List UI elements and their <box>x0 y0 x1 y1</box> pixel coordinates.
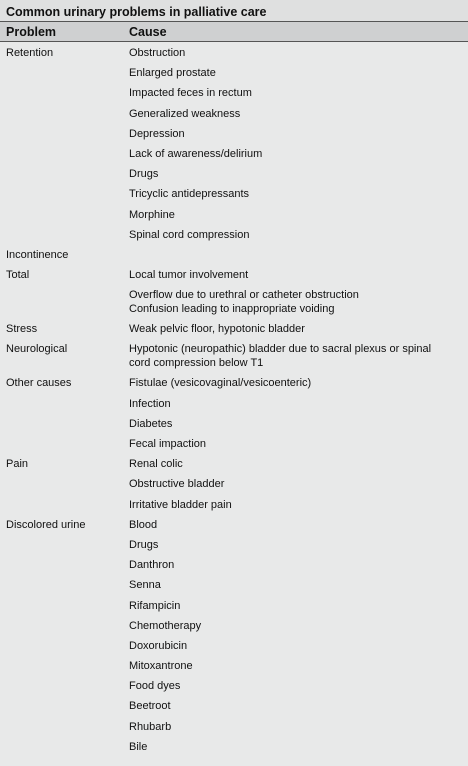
cause-line: Overflow due to urethral or catheter obstruction <box>129 289 359 302</box>
cause-cell <box>129 457 468 477</box>
header-cause: Cause <box>129 25 167 39</box>
cause-cell <box>129 498 468 518</box>
table-row <box>0 619 468 639</box>
cause-line: Generalized weakness <box>129 107 241 120</box>
problem-cell <box>6 639 129 659</box>
cause-line: Enlarged prostate <box>129 67 216 80</box>
cause-line: Lack of awareness/delirium <box>129 147 263 160</box>
table-row <box>0 107 468 127</box>
cause-line: Drugs <box>129 168 159 181</box>
table-row <box>0 187 468 207</box>
cause-cell <box>129 147 468 167</box>
cause-line: Chemotherapy <box>129 619 202 632</box>
cause-line: Morphine <box>129 208 175 221</box>
cause-line: Impacted feces in rectum <box>129 87 252 100</box>
table-row <box>0 578 468 598</box>
table-row <box>0 268 468 288</box>
problem-cell <box>6 720 129 740</box>
problem-cell <box>6 187 129 207</box>
problem-cell <box>6 127 129 147</box>
table-row <box>0 288 468 322</box>
cause-line: Obstructive bladder <box>129 478 225 491</box>
problem-cell <box>6 66 129 86</box>
cause-line: Blood <box>129 518 158 531</box>
cause-line: Rhubarb <box>129 720 172 733</box>
cause-line: Local tumor involvement <box>129 269 249 282</box>
header-problem: Problem <box>6 25 57 39</box>
table-row <box>0 437 468 457</box>
problem-cell <box>6 599 129 619</box>
table-row <box>0 659 468 679</box>
cause-cell <box>129 342 468 370</box>
cause-cell <box>129 740 468 760</box>
cause-cell <box>129 127 468 147</box>
cause-line: Infection <box>129 397 171 410</box>
problem-cell <box>6 679 129 699</box>
table-row <box>0 498 468 518</box>
problem-cell <box>6 86 129 106</box>
cause-line: Doxorubicin <box>129 639 188 652</box>
cause-cell <box>129 720 468 740</box>
problem-cell <box>6 107 129 127</box>
cause-cell <box>129 437 468 457</box>
cause-line: Senna <box>129 579 161 592</box>
cause-cell <box>129 477 468 497</box>
cause-line: Fistulae (vesicovaginal/vesicoenteric) <box>129 377 312 390</box>
table-row <box>0 397 468 417</box>
cause-cell <box>129 167 468 187</box>
cause-cell <box>129 268 468 288</box>
table-row <box>0 248 468 268</box>
problem-cell <box>6 208 129 228</box>
problem-cell <box>6 167 129 187</box>
cause-line: Beetroot <box>129 700 171 713</box>
problem-cell <box>6 699 129 719</box>
table-row <box>0 127 468 147</box>
problem-cell <box>6 288 129 316</box>
cause-line: Hypotonic (neuropathic) bladder due to sacral plexus or spinal <box>129 343 432 356</box>
problem-cell <box>6 437 129 457</box>
cause-cell <box>129 538 468 558</box>
problem-cell: Pain <box>6 458 29 471</box>
table-body <box>0 42 468 760</box>
table-row <box>0 86 468 106</box>
table-title: Common urinary problems in palliative care <box>0 0 468 22</box>
cause-line: Food dyes <box>129 680 181 693</box>
problem-cell <box>6 498 129 518</box>
table-row <box>0 699 468 719</box>
cause-cell <box>129 679 468 699</box>
cause-line: Spinal cord compression <box>129 228 250 241</box>
cause-line: Depression <box>129 127 185 140</box>
cause-cell <box>129 46 468 66</box>
cause-line: cord compression below T1 <box>129 357 264 370</box>
table-row <box>0 740 468 760</box>
table-header-row <box>0 22 468 42</box>
cause-cell <box>129 619 468 639</box>
problem-cell: Other causes <box>6 377 72 390</box>
cause-line: Tricyclic antidepressants <box>129 188 250 201</box>
table-row <box>0 376 468 396</box>
cause-line: Danthron <box>129 559 175 572</box>
problem-cell <box>6 558 129 578</box>
problem-cell: Retention <box>6 47 54 59</box>
cause-cell <box>129 659 468 679</box>
table-row <box>0 147 468 167</box>
table-row <box>0 558 468 578</box>
cause-line: Irritative bladder pain <box>129 498 232 511</box>
cause-line: Diabetes <box>129 417 173 430</box>
cause-cell <box>129 397 468 417</box>
table-row <box>0 228 468 248</box>
problem-cell <box>6 578 129 598</box>
problem-cell: Neurological <box>6 343 68 356</box>
cause-line: Bile <box>129 740 148 753</box>
cause-cell <box>129 558 468 578</box>
problem-cell <box>6 659 129 679</box>
problem-cell <box>6 147 129 167</box>
table-row <box>0 518 468 538</box>
cause-cell <box>129 599 468 619</box>
table-row <box>0 322 468 342</box>
table-row <box>0 46 468 66</box>
cause-line: Fecal impaction <box>129 438 207 450</box>
problem-cell: Discolored urine <box>6 518 86 531</box>
table-row <box>0 167 468 187</box>
table-row <box>0 679 468 699</box>
problem-cell <box>6 477 129 497</box>
cause-line: Drugs <box>129 538 159 551</box>
cause-cell <box>129 639 468 659</box>
table-row <box>0 342 468 376</box>
cause-cell <box>129 107 468 127</box>
cause-cell <box>129 228 468 248</box>
table-row <box>0 417 468 437</box>
table-row <box>0 208 468 228</box>
problem-cell: Incontinence <box>6 248 69 261</box>
problem-cell <box>6 228 129 248</box>
cause-cell <box>129 66 468 86</box>
problem-cell <box>6 417 129 437</box>
problem-cell: Stress <box>6 323 38 336</box>
problem-cell: Total <box>6 269 30 282</box>
table-row <box>0 538 468 558</box>
problem-cell <box>6 397 129 417</box>
cause-cell <box>129 699 468 719</box>
table-row <box>0 639 468 659</box>
problem-cell <box>6 740 129 760</box>
cause-cell <box>129 86 468 106</box>
table-row <box>0 66 468 86</box>
cause-cell <box>129 288 468 316</box>
cause-cell <box>129 417 468 437</box>
table-row <box>0 599 468 619</box>
problem-cell <box>6 538 129 558</box>
cause-line: Rifampicin <box>129 599 181 612</box>
cause-line: Weak pelvic floor, hypotonic bladder <box>129 323 305 336</box>
cause-line: Obstruction <box>129 47 186 59</box>
cause-line: Confusion leading to inappropriate voiding <box>129 303 335 316</box>
cause-cell <box>129 187 468 207</box>
table-row <box>0 477 468 497</box>
problem-cell <box>6 619 129 639</box>
table-row <box>0 720 468 740</box>
table-row <box>0 457 468 477</box>
cause-line: Renal colic <box>129 458 183 471</box>
cause-cell <box>129 322 468 342</box>
cause-cell <box>129 578 468 598</box>
cause-cell <box>129 376 468 396</box>
cause-cell <box>129 518 468 538</box>
cause-cell <box>129 248 468 268</box>
cause-cell <box>129 208 468 228</box>
cause-line: Mitoxantrone <box>129 660 193 673</box>
